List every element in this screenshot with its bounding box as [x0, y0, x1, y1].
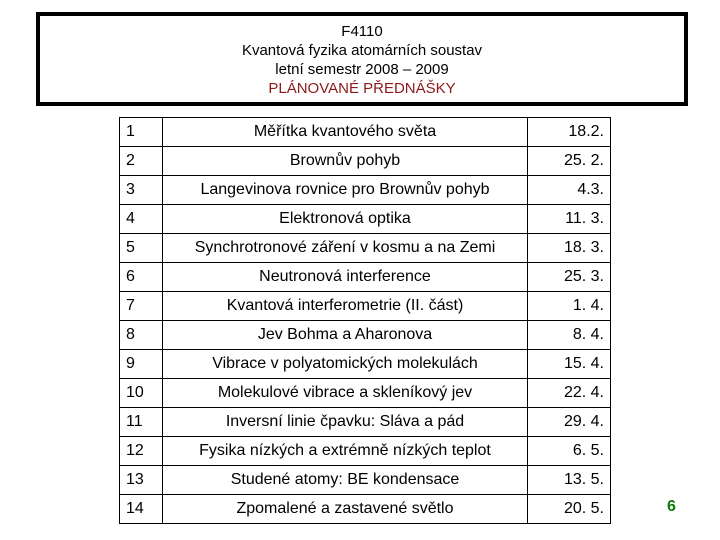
lecture-title: Fysika nízkých a extrémně nízkých teplot [163, 437, 528, 466]
lecture-number: 12 [120, 437, 163, 466]
lecture-title: Kvantová interferometrie (II. část) [163, 292, 528, 321]
lecture-title: Měřítka kvantového světa [163, 118, 528, 147]
course-title: Kvantová fyzika atomárních soustav [241, 42, 483, 59]
lecture-number: 4 [120, 205, 163, 234]
lecture-number: 9 [120, 350, 163, 379]
lecture-date: 18. 3. [528, 234, 611, 263]
lecture-number: 7 [120, 292, 163, 321]
lecture-number: 11 [120, 408, 163, 437]
lecture-date: 20. 5. [528, 495, 611, 524]
lecture-title: Synchrotronové záření v kosmu a na Zemi [163, 234, 528, 263]
lecture-number: 1 [120, 118, 163, 147]
lecture-number: 14 [120, 495, 163, 524]
lecture-title: Inversní linie čpavku: Sláva a pád [163, 408, 528, 437]
page-number: 6 [667, 498, 676, 515]
lecture-date: 11. 3. [528, 205, 611, 234]
lecture-title: Molekulové vibrace a skleníkový jev [163, 379, 528, 408]
table-row [120, 466, 611, 495]
course-code: F4110 [341, 23, 383, 40]
table-row [120, 321, 611, 350]
lecture-date: 22. 4. [528, 379, 611, 408]
lecture-date: 25. 3. [528, 263, 611, 292]
lecture-title: Neutronová interference [163, 263, 528, 292]
table-row [120, 176, 611, 205]
table-row [120, 147, 611, 176]
table-row [120, 234, 611, 263]
lecture-number: 6 [120, 263, 163, 292]
lecture-title: Zpomalené a zastavené světlo [163, 495, 528, 524]
lecture-title: Studené atomy: BE kondensace [163, 466, 528, 495]
table-row [120, 292, 611, 321]
lecture-date: 13. 5. [528, 466, 611, 495]
lecture-number: 8 [120, 321, 163, 350]
title-box [36, 12, 688, 106]
lecture-date: 4.3. [528, 176, 611, 205]
lecture-title: Brownův pohyb [163, 147, 528, 176]
lecture-date: 18.2. [528, 118, 611, 147]
lecture-number: 2 [120, 147, 163, 176]
table-row [120, 205, 611, 234]
lecture-table [119, 117, 611, 524]
lecture-title: Jev Bohma a Aharonova [163, 321, 528, 350]
table-row [120, 408, 611, 437]
lecture-title: Langevinova rovnice pro Brownův pohyb [163, 176, 528, 205]
lecture-title: Elektronová optika [163, 205, 528, 234]
table-row [120, 379, 611, 408]
lecture-date: 6. 5. [528, 437, 611, 466]
lecture-title: Vibrace v polyatomických molekulách [163, 350, 528, 379]
lecture-number: 13 [120, 466, 163, 495]
semester: letní semestr 2008 – 2009 [275, 61, 449, 78]
lecture-number: 5 [120, 234, 163, 263]
table-row [120, 118, 611, 147]
subtitle: PLÁNOVANÉ PŘEDNÁŠKY [268, 80, 456, 97]
lecture-number: 3 [120, 176, 163, 205]
lecture-date: 8. 4. [528, 321, 611, 350]
table-row [120, 263, 611, 292]
lecture-date: 25. 2. [528, 147, 611, 176]
lecture-date: 1. 4. [528, 292, 611, 321]
table-row [120, 437, 611, 466]
table-row [120, 495, 611, 524]
lecture-number: 10 [120, 379, 163, 408]
lecture-date: 15. 4. [528, 350, 611, 379]
table-row [120, 350, 611, 379]
lecture-date: 29. 4. [528, 408, 611, 437]
